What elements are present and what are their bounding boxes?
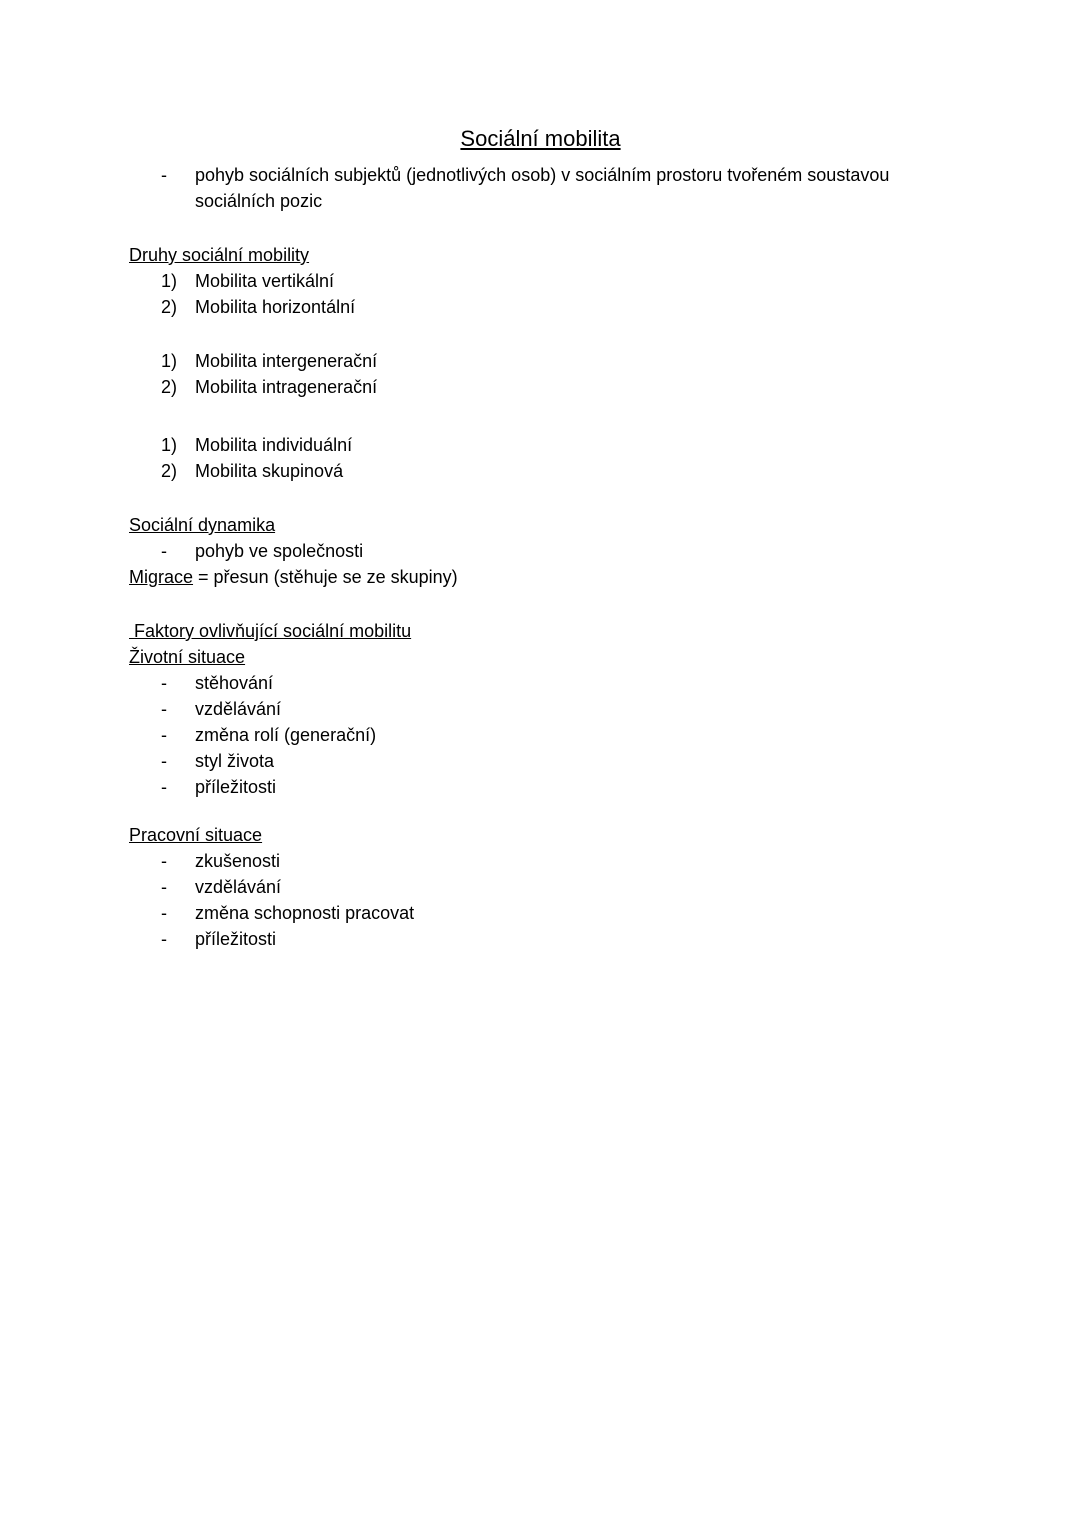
list-item-text: Mobilita vertikální: [195, 271, 335, 291]
list-item-text: příležitosti: [195, 777, 277, 797]
list-marker: 2): [161, 297, 178, 317]
list-marker: 1): [161, 435, 178, 455]
list-item-text: styl života: [195, 751, 275, 771]
list-item: [129, 874, 952, 900]
druhy-group-3: [129, 432, 952, 484]
list-item-text: příležitosti: [195, 929, 277, 949]
subsection-heading-pracovni: Pracovní situace: [129, 825, 263, 845]
list-item-text: Mobilita horizontální: [195, 297, 356, 317]
list-item: [129, 722, 952, 748]
list-item: [129, 374, 952, 400]
list-marker: -: [161, 929, 167, 949]
list-item: [129, 926, 952, 952]
list-item: [129, 670, 952, 696]
list-item-text: vzdělávání: [195, 699, 282, 719]
migrace-term: Migrace: [129, 567, 194, 587]
list-marker: -: [161, 877, 167, 897]
list-item: [129, 348, 952, 374]
list-item-text: Mobilita skupinová: [195, 461, 344, 481]
list-item-text: vzdělávání: [195, 877, 282, 897]
list-item-text: zkušenosti: [195, 851, 281, 871]
list-marker: 1): [161, 271, 178, 291]
dynamika-bullet-item: [129, 538, 952, 564]
list-item: [129, 294, 952, 320]
list-marker: -: [161, 699, 167, 719]
section-heading-dynamika: Sociální dynamika: [129, 515, 276, 535]
list-marker: -: [161, 673, 167, 693]
intro-bullet-item: [129, 162, 952, 214]
list-marker: -: [161, 165, 167, 185]
list-item-text: Mobilita intragenerační: [195, 377, 378, 397]
druhy-group-1: [129, 268, 952, 320]
druhy-group-2: [129, 348, 952, 400]
list-marker: -: [161, 777, 167, 797]
list-marker: 2): [161, 461, 178, 481]
intro-bullet-text: pohyb sociálních subjektů (jednotlivých osob) v sociálním prostoru tvořeném soustavou sociálních pozic: [195, 165, 890, 211]
migrace-definition: = přesun (stěhuje se ze skupiny): [193, 567, 458, 587]
list-marker: -: [161, 851, 167, 871]
subsection-heading-zivotni: Životní situace: [129, 647, 246, 667]
list-marker: 1): [161, 351, 178, 371]
list-item: [129, 900, 952, 926]
list-item: [129, 268, 952, 294]
section-heading-druhy: Druhy sociální mobility: [129, 245, 310, 265]
list-marker: -: [161, 725, 167, 745]
list-marker: 2): [161, 377, 178, 397]
list-item-text: změna schopnosti pracovat: [195, 903, 415, 923]
list-item: [129, 458, 952, 484]
migrace-line: [129, 564, 952, 590]
list-item: [129, 848, 952, 874]
list-marker: -: [161, 541, 167, 561]
list-item-text: pohyb ve společnosti: [195, 541, 364, 561]
list-marker: -: [161, 903, 167, 923]
list-item: [129, 696, 952, 722]
list-item: [129, 432, 952, 458]
list-item-text: změna rolí (generační): [195, 725, 377, 745]
list-item-text: Mobilita intergenerační: [195, 351, 378, 371]
pracovni-list: [129, 848, 952, 952]
list-item: [129, 748, 952, 774]
list-item-text: stěhování: [195, 673, 274, 693]
zivotni-list: [129, 670, 952, 800]
list-item: [129, 774, 952, 800]
list-marker: -: [161, 751, 167, 771]
section-heading-faktory: Faktory ovlivňující sociální mobilitu: [129, 621, 412, 641]
list-item-text: Mobilita individuální: [195, 435, 353, 455]
document-title: Sociální mobilita: [460, 126, 621, 151]
